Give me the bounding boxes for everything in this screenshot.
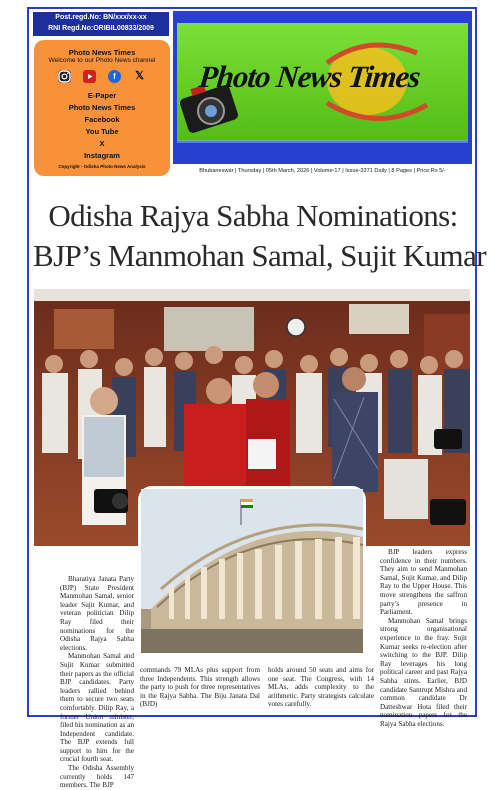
article-column-1 <box>60 575 134 790</box>
masthead-title: Photo News Times <box>197 59 422 94</box>
rni-registration: RNI Regd.No:ORIBIL00833/2009 <box>48 25 154 32</box>
article-paragraph: Manmohan Samal and Sujit Kumar submitted their papers as the official BJP candidates. Party leaders rallied behind them to secure two seats comfortably. Dilip Ray, a former Union minister, filed his nomination as an Independent candidate. The BJP extends full support to him for the crucial fourth seat. <box>60 652 134 764</box>
epaper-link[interactable]: E-Paper <box>87 91 117 100</box>
parliament-illustration <box>141 489 363 653</box>
youtube-link[interactable]: You Tube <box>85 127 119 136</box>
photo-news-times-link[interactable]: Photo News Times <box>68 103 136 112</box>
x-icon[interactable]: 𝕏 <box>135 70 144 82</box>
headline <box>33 196 486 276</box>
promo-box <box>34 40 170 176</box>
article-paragraph: holds around 50 seats and aims for one seat. The Congress, with 14 MLAs, adds complexity to the arithmetic. Party strategists calculate votes carefully. <box>268 666 374 709</box>
x-link[interactable]: X <box>99 139 105 148</box>
headline-line-1: Odisha Rajya Sabha Nominations: <box>48 198 458 233</box>
instagram-icon[interactable] <box>58 70 71 83</box>
promo-title: Photo News Times <box>68 48 136 57</box>
instagram-link[interactable]: Instagram <box>84 151 120 160</box>
facebook-link[interactable]: Facebook <box>84 115 120 124</box>
article-paragraph: Manmohan Samal brings strong organisational experience to the fray. Sujit Kumar seeks re-election after switching to the BJP. Dilip Ray leverages his long political career and past Rajya Sabha stints. Earlier, BJD candidate Santrupt Mishra and common candidate Dr Datteshwar Hota filed their nomination papers for the Rajya Sabha elections. <box>380 616 467 728</box>
article-paragraph: The Odisha Assembly currently holds 147 members. The BJP <box>60 764 134 790</box>
copyright-text: Copyright - Odisha Photo News Analysis <box>58 164 146 169</box>
parliament-inset-photo <box>138 486 366 656</box>
issue-line: Bhubaneswar | Thursday | 05th March, 2026 | Volume-17 | Issue-3371 Daily | 8 Pages | Price:Rs 5/- <box>199 168 446 174</box>
article-column-3 <box>268 666 374 709</box>
article-paragraph: Bharatiya Janata Party (BJP) State President Manmohan Samal, senior leader Sujit Kumar, and veteran politician Dilip Ray filed their nominations for the Odisha Rajya Sabha elections. <box>60 575 134 652</box>
facebook-icon[interactable]: f <box>108 70 121 83</box>
postal-registration: Post.regd.No: BN/xxx/xx-xx <box>55 14 147 21</box>
masthead <box>173 11 472 164</box>
article-column-2 <box>140 666 260 709</box>
article-paragraph: BJP leaders express confidence in their numbers. They aim to send Manmohan Samal, Sujit Kumar, and Dilip Ray to the Upper House. This move strengthens the saffron party’s presence in Parliament. <box>380 548 467 617</box>
article-column-4 <box>380 548 467 728</box>
article-paragraph: commands 79 MLAs plus support from three Independents. This strength allows the party to push for three representatives in the Rajya Sabha. The Biju Janata Dal (BJD) <box>140 666 260 709</box>
youtube-icon[interactable] <box>83 70 96 83</box>
masthead-banner <box>177 23 468 160</box>
registration-box <box>33 12 169 36</box>
headline-line-2: BJP’s Manmohan Samal, Sujit Kumar <box>33 238 486 273</box>
social-icons <box>34 70 170 83</box>
promo-welcome: Welcome to our Photo News channel <box>48 57 156 64</box>
